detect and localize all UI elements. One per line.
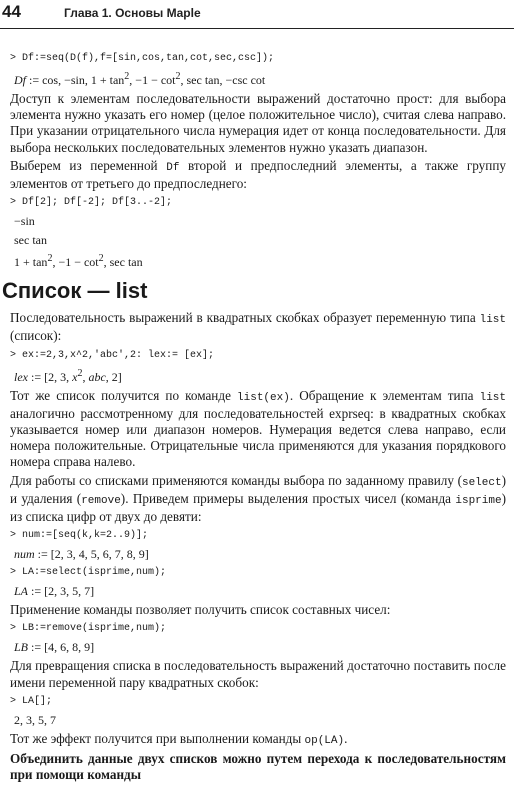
paragraph: Для превращения списка в последовательность выражений достаточно поставить после имени переменной пару квадратных скобок: [10,658,506,690]
maple-command: > LA:=select(isprime,num); [10,567,167,579]
maple-command: > Df[2]; Df[-2]; Df[3..-2]; [10,197,173,209]
page-header [0,0,514,29]
paragraph: Тот же эффект получится при выполнении команды op(LA). [10,730,348,747]
running-title: Глава 1. Основы Maple [64,6,201,20]
maple-output: −sin [14,214,35,229]
maple-output: sec tan [14,233,47,248]
paragraph: Тот же список получится по команде list(ex). Обращение к элементам типа list аналогично рассмотренному для последовательностей exprseq: в квадратных скобках указывается номер или диапазон номеров. Нумерация ведется слева направо, если номера положительные. Отрицательные числа применяются для указания порядкового номера справа налево. [10,387,506,470]
maple-output: $1 + \tan^2$, $-1 - \cot^2$, sec tan [14,253,143,270]
paragraph: Для работы со списками применяются команды выбора по заданному правилу (select) и удаления (remove). Приведем примеры выделения простых чисел (команда isprime) из списка цифр от двух до девяти: [10,472,506,525]
maple-command: > LB:=remove(isprime,num); [10,623,167,635]
maple-output: 2, 3, 5, 7 [14,712,56,727]
maple-output: lex := [2, 3, $x^2$, abc, 2] [14,367,122,384]
maple-output: LA := [2, 3, 5, 7] [14,584,95,599]
maple-command: > Df:=seq(D(f),f=[sin,cos,tan,cot,sec,csc]); [10,53,275,64]
paragraph: Последовательность выражений в квадратных скобках образует переменную типа list (список): [10,310,506,344]
maple-command: > LA[]; [10,695,53,707]
paragraph: Применение команды позволяет получить список составных чисел: [10,602,391,618]
maple-command: > num:=[seq(k,k=2..9)]; [10,530,149,542]
maple-command: > ex:=2,3,x^2,'abc',2: lex:= [ex]; [10,349,215,361]
page-body [2,48,506,785]
page-number: 44 [2,2,21,21]
paragraph: Выберем из переменной Df второй и предпоследний элементы, а также группу элементов от третьего до предпоследнего: [10,157,506,192]
bold-paragraph: Объединить данные двух списков можно путем перехода к последовательностям при помощи команды [10,751,506,783]
maple-output: num := [2, 3, 4, 5, 6, 7, 8, 9] [14,547,149,562]
paragraph: Доступ к элементам последовательности выражений достаточно прост: для выбора элемента нужно указать его номер (целое положительное число), считая слева направо. При указании отрицательного числа нумерация идет от конца последовательности. Для выбора нескольких последовательных элементов нужно указать диапазон. [10,91,506,155]
maple-output: Df := cos, −sin, $1 + \tan^2$, $-1 - \cot^2$, sec tan, −csc cot [14,71,266,87]
maple-output: LB := [4, 6, 8, 9] [14,640,95,655]
section-heading: Список — list [2,278,148,304]
